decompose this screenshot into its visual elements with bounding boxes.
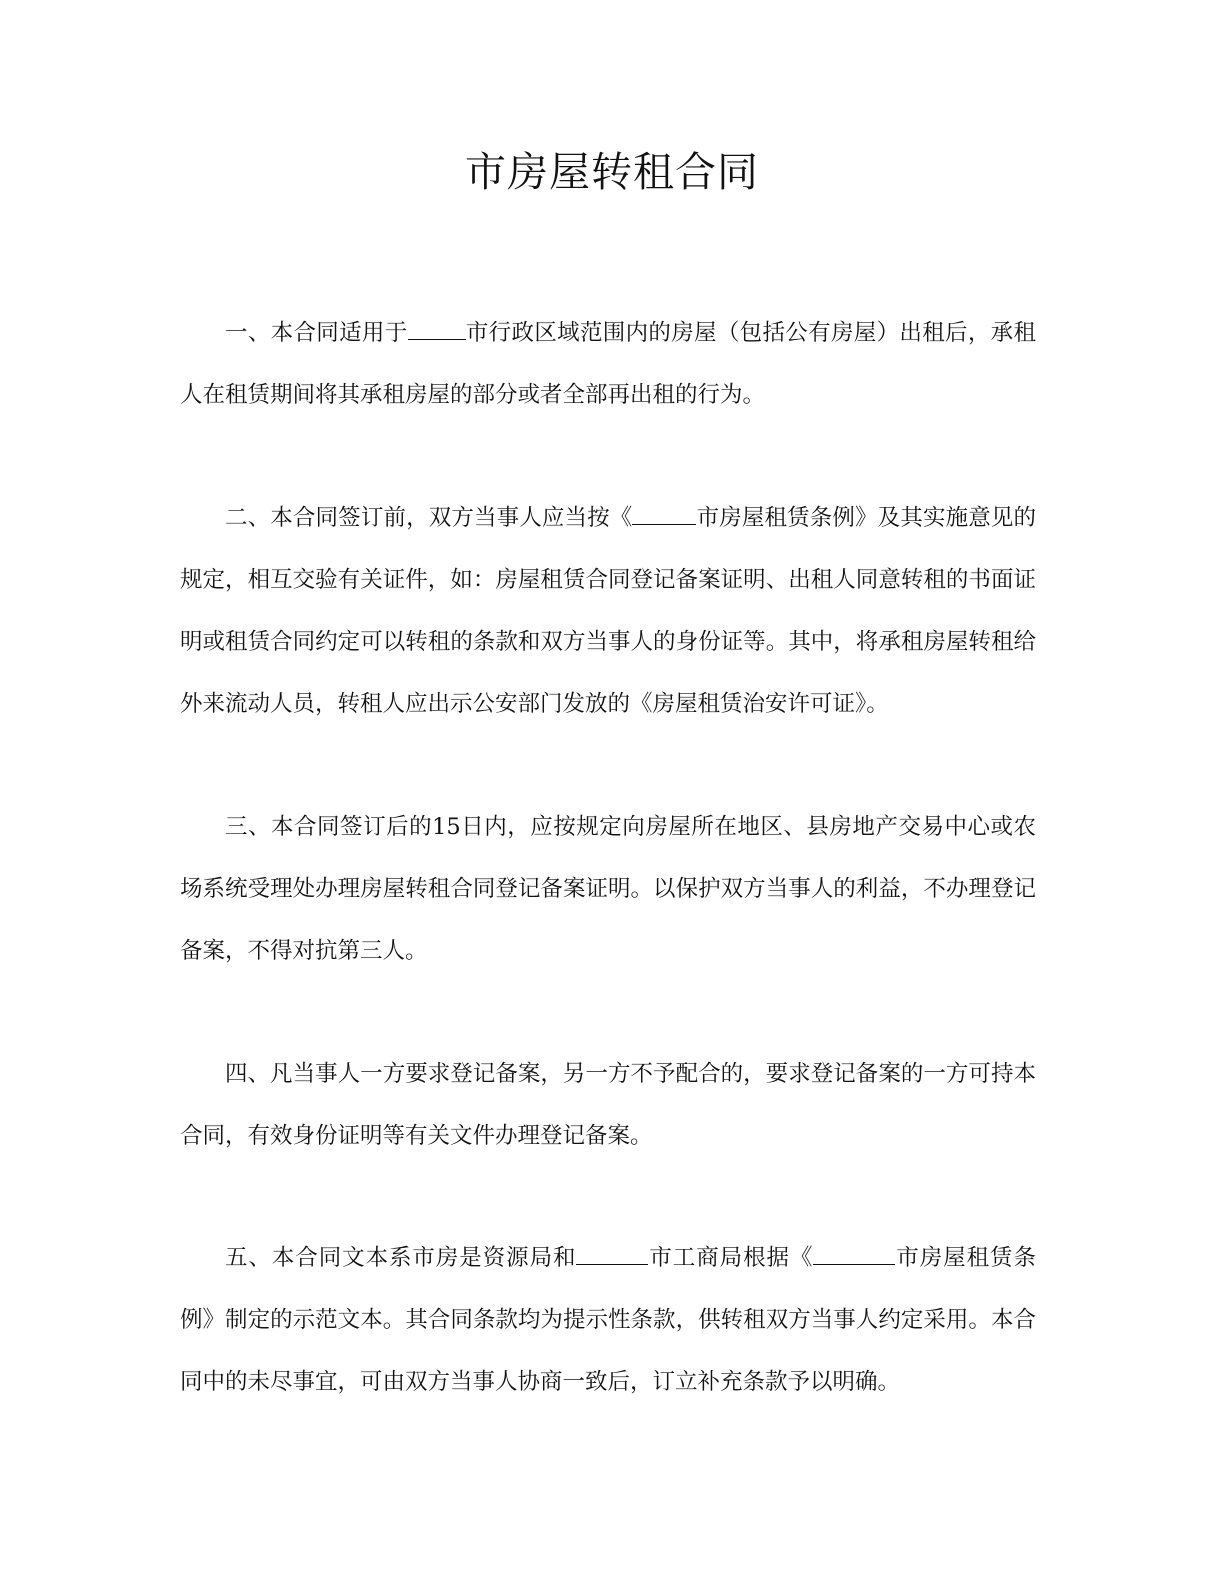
city-name-blank-4[interactable] — [813, 1244, 895, 1265]
clause-5 — [180, 1227, 1036, 1413]
clause-1-text-b: 市行政区域范围内的房屋（包括公有房屋）出租后，承租人在租赁期间将其承租房屋的部分或者全部再出租的行为。 — [180, 320, 1036, 408]
clause-2-text-b: 市房屋租赁条例》及其实施意见的规定，相互交验有关证件，如：房屋租赁合同登记备案证明、出租人同意转租的书面证明或租赁合同约定可以转租的条款和双方当事人的身份证等。其中，将承租房屋转租给外来流动人员，转租人应出示公安部门发放的《房屋租赁治安许可证》。 — [180, 505, 1036, 717]
clause-1-text-a: 一、本合同适用于 — [225, 320, 408, 346]
clause-2 — [180, 487, 1036, 735]
document-title: 市房屋转租合同 — [465, 148, 759, 196]
city-name-blank-3[interactable] — [576, 1244, 648, 1265]
clause-2-text-a: 二、本合同签订前，双方当事人应当按《 — [225, 505, 633, 531]
city-name-blank-2[interactable] — [632, 504, 696, 525]
clause-1 — [180, 302, 1036, 426]
city-name-blank-1[interactable] — [408, 319, 466, 340]
clause-3: 三、本合同签订后的15日内，应按规定向房屋所在地区、县房地产交易中心或农场系统受理处办理房屋转租合同登记备案证明。以保护双方当事人的利益，不办理登记备案，不得对抗第三人。 — [180, 814, 1036, 964]
clause-4: 四、凡当事人一方要求登记备案，另一方不予配合的，要求登记备案的一方可持本合同，有效身份证明等有关文件办理登记备案。 — [180, 1061, 1036, 1149]
clause-5-text-a: 五、本合同文本系市房是资源局和 — [225, 1245, 577, 1271]
clause-5-text-b: 市工商局根据《 — [648, 1245, 814, 1271]
clause-5-text-c: 市房屋租赁条例》制定的示范文本。其合同条款均为提示性条款，供转租双方当事人约定采用。本合同中的未尽事宜，可由双方当事人协商一致后，订立补充条款予以明确。 — [180, 1245, 1036, 1395]
